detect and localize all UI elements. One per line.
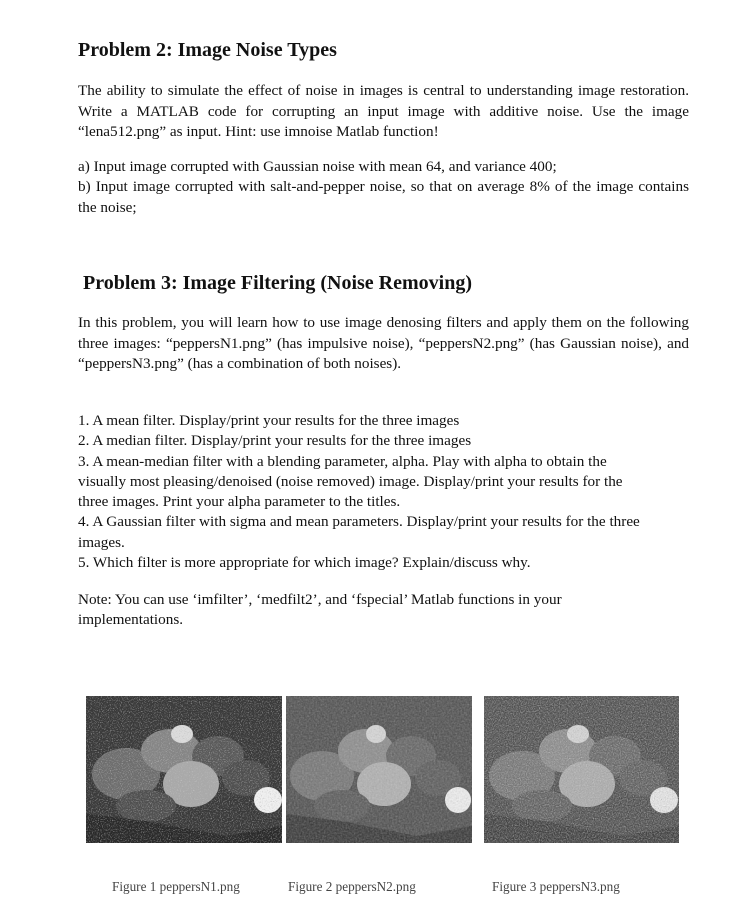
note-line: implementations. [78,611,184,629]
problem3-note [78,590,689,631]
problem3-intro-line2: “peppersN1.png” (has impulsive noise), “peppersN2.png” (has Gaussian noise), and “peppersN3.png” (has a combination of both noises). [78,334,690,372]
problem2-title: Problem 2: Image Noise Types [78,39,337,61]
list-item: three images. Print your alpha parameter to the titles. [78,493,401,511]
problem3-task-list [78,411,689,573]
list-item: 4. A Gaussian filter with sigma and mean parameters. Display/print your results for the three [78,513,640,531]
problem2-intro: The ability to simulate the effect of noise in images is central to understanding image restoration. Write a MATLAB code for corrupting an input image with additive noise. Use the image “lena512.png” as input. Hint: use imnoise Matlab function! [78,82,689,140]
note-line: Note: You can use ‘imfilter’, ‘medfilt2’, and ‘fspecial’ Matlab functions in your [78,591,562,608]
problem3-title: Problem 3: Image Filtering (Noise Removing) [83,272,472,294]
problem3-intro-line1: In this problem, you will learn how to use image denosing filters and apply them on the following three images: [78,314,689,352]
list-item: 2. A median filter. Display/print your results for the three images [78,432,472,450]
problem2-item-b: b) Input image corrupted with salt-and-pepper noise, so that on average 8% of the image contains the noise; [78,178,689,216]
figure-1-caption: Figure 1 peppersN1.png [112,879,240,894]
list-item: images. [78,533,125,551]
problem3-intro [78,313,689,375]
figure-2-caption: Figure 2 peppersN2.png [288,879,416,894]
problem2-item-a: a) Input image corrupted with Gaussian noise with mean 64, and variance 400; [78,158,557,175]
list-item: 1. A mean filter. Display/print your results for the three images [78,412,460,429]
list-item: 3. A mean-median filter with a blending parameter, alpha. Play with alpha to obtain the [78,452,607,470]
figure-1-image [86,696,282,843]
list-item: visually most pleasing/denoised (noise removed) image. Display/print your results for the [78,472,623,490]
list-item: 5. Which filter is more appropriate for which image? Explain/discuss why. [78,554,531,572]
problem2-items [78,157,689,218]
figure-3-image [484,696,679,843]
figure-2-image [286,696,472,843]
figure-3-caption: Figure 3 peppersN3.png [492,879,620,894]
